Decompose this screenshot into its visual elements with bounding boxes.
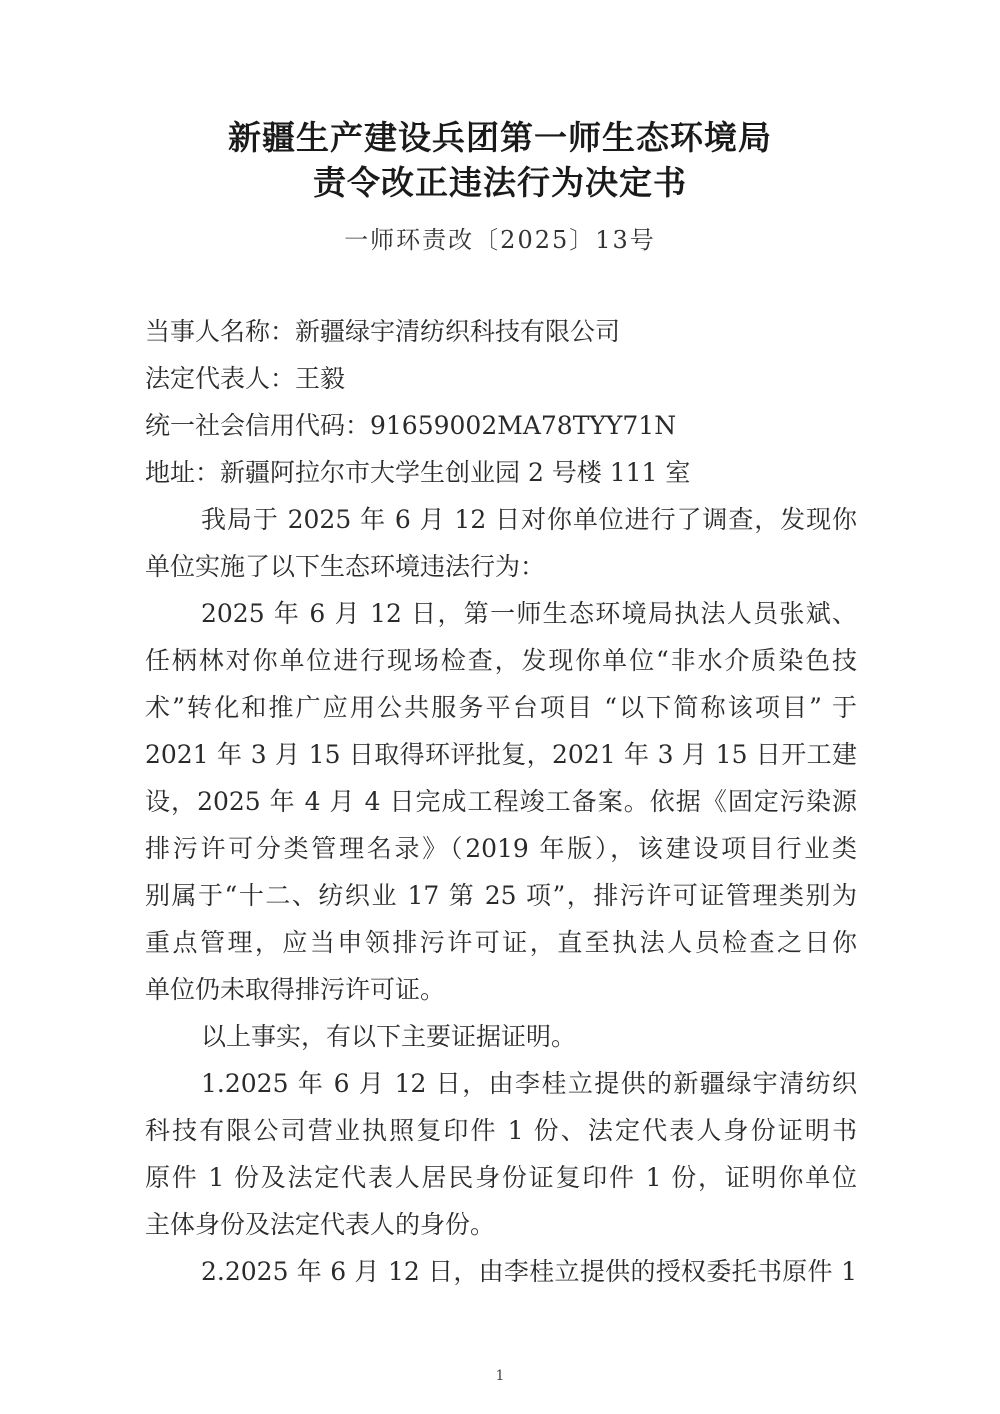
document-body	[145, 312, 857, 1299]
text-line: 单位仍未取得排污许可证。	[145, 975, 446, 1004]
text-line: 以上事实，有以下主要证据证明。	[201, 1022, 577, 1051]
text-line: 当事人名称：新疆绿宇清纺织科技有限公司	[145, 317, 621, 346]
text-line: 主体身份及法定代表人的身份。	[145, 1210, 496, 1239]
text-line: 科技有限公司营业执照复印件 1 份、法定代表人身份证明书	[145, 1116, 857, 1145]
text-line: 别属于“十二、纺织业 17 第 25 项”，排污许可证管理类别为	[145, 881, 857, 910]
text-line: 术”转化和推广应用公共服务平台项目 “以下简称该项目” 于	[145, 693, 857, 722]
document-title-line-2: 责令改正违法行为决定书	[313, 163, 687, 202]
text-line: 我局于 2025 年 6 月 12 日对你单位进行了调查，发现你	[201, 505, 857, 534]
text-line: 法定代表人：王毅	[145, 364, 346, 393]
text-line: 单位实施了以下生态环境违法行为：	[145, 552, 546, 581]
document-number: 一师环责改〔2025〕13号	[344, 226, 656, 254]
text-line: 统一社会信用代码：91659002MA78TYY71N	[145, 411, 677, 440]
text-line: 2021 年 3 月 15 日取得环评批复，2021 年 3 月 15 日开工建	[145, 740, 857, 769]
text-line: 任柄林对你单位进行现场检查，发现你单位“非水介质染色技	[145, 646, 857, 675]
text-line: 2.2025 年 6 月 12 日，由李桂立提供的授权委托书原件 1	[201, 1257, 857, 1286]
text-line: 排污许可分类管理名录》（2019 年版），该建设项目行业类	[145, 834, 857, 863]
text-line: 地址：新疆阿拉尔市大学生创业园 2 号楼 111 室	[145, 458, 691, 487]
text-line: 2025 年 6 月 12 日，第一师生态环境局执法人员张斌、	[201, 599, 857, 628]
text-line: 设，2025 年 4 月 4 日完成工程竣工备案。依据《固定污染源	[145, 787, 857, 816]
document-title-line-1: 新疆生产建设兵团第一师生态环境局	[228, 118, 772, 157]
text-line: 重点管理，应当申领排污许可证，直至执法人员检查之日你	[145, 928, 857, 957]
page-number: 1	[495, 1368, 505, 1384]
text-line: 1.2025 年 6 月 12 日，由李桂立提供的新疆绿宇清纺织	[201, 1069, 857, 1098]
text-line: 原件 1 份及法定代表人居民身份证复印件 1 份，证明你单位	[145, 1163, 857, 1192]
